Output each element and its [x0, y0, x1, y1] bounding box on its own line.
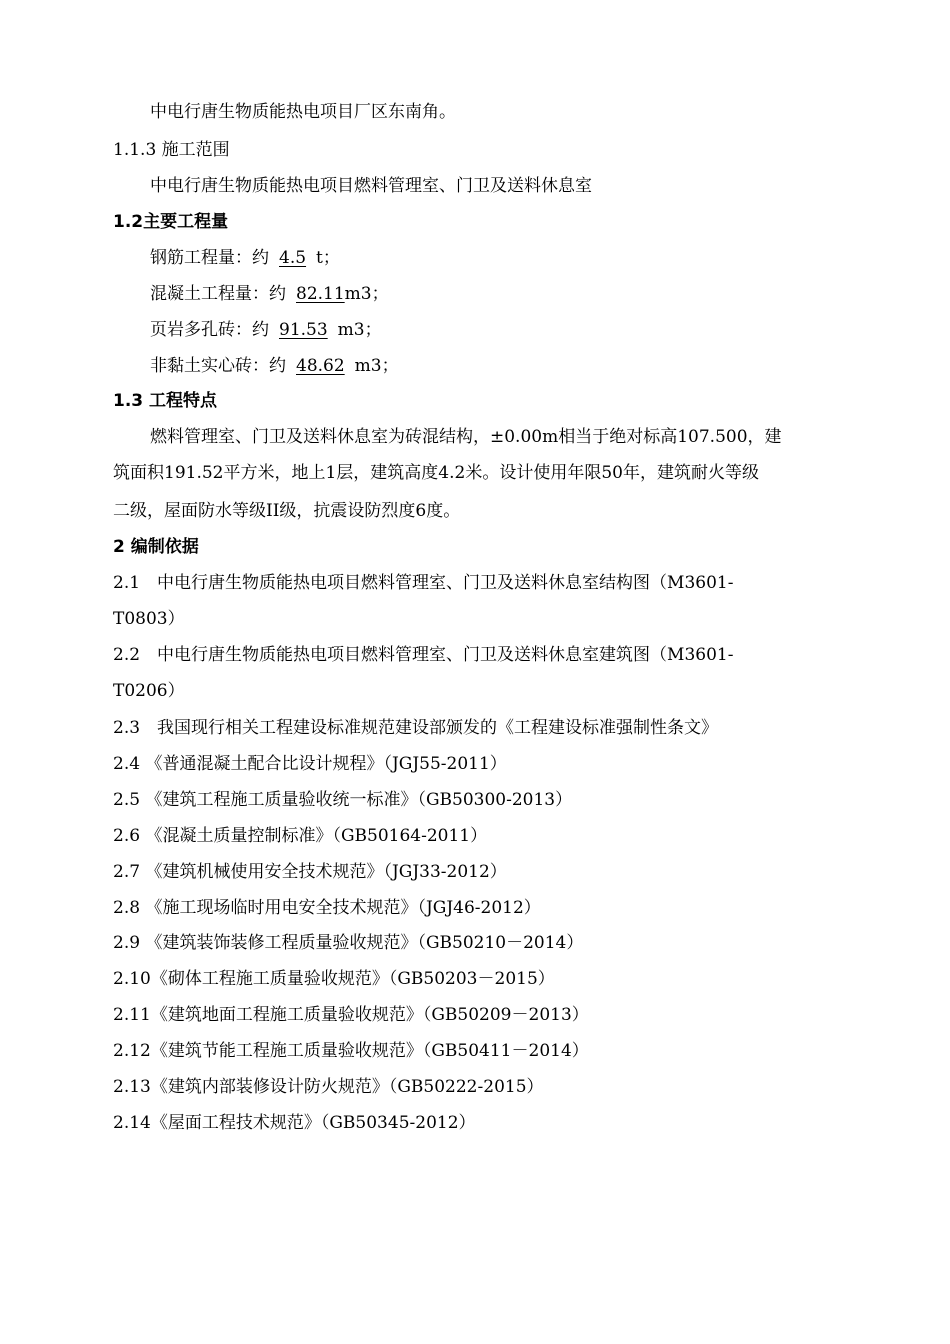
quantity-concrete-unit: m3； [344, 284, 389, 304]
location-text: 中电行唐生物质能热电项目厂区东南角。 [150, 102, 456, 122]
section-2-heading: 2 编制依据 [113, 537, 199, 557]
quantity-rebar [150, 247, 340, 269]
quantity-concrete-value: 82.11 [296, 284, 345, 304]
reference-2-5: 2.5 《建筑工程施工质量验收统一标准》（GB50300-2013） [113, 790, 573, 810]
quantity-rebar-value: 4.5 [279, 248, 307, 268]
quantity-concrete-label: 混凝土工程量：约 [150, 284, 286, 304]
quantity-concrete [150, 283, 389, 305]
quantity-shale-brick [150, 319, 382, 341]
reference-2-1-line-1: 2.1 中电行唐生物质能热电项目燃料管理室、门卫及送料休息室结构图（M3601- [113, 573, 734, 593]
section-1-3-heading: 1.3 工程特点 [113, 391, 218, 411]
quantity-shale-brick-label: 页岩多孔砖：约 [150, 320, 269, 340]
quantity-solid-brick [150, 355, 399, 377]
reference-2-12: 2.12《建筑节能工程施工质量验收规范》（GB50411－2014） [113, 1041, 589, 1061]
construction-scope-text: 中电行唐生物质能热电项目燃料管理室、门卫及送料休息室 [150, 176, 592, 196]
feature-paragraph-line-3: 二级，屋面防水等级II级，抗震设防烈度6度。 [113, 501, 461, 521]
quantity-rebar-label: 钢筋工程量：约 [150, 248, 269, 268]
reference-2-13: 2.13《建筑内部装修设计防火规范》（GB50222-2015） [113, 1077, 544, 1097]
quantity-solid-brick-value: 48.62 [296, 356, 345, 376]
quantity-shale-brick-unit: m3； [337, 320, 382, 340]
section-1-1-3-title: 1.1.3 施工范围 [113, 140, 230, 160]
quantity-solid-brick-unit: m3； [354, 356, 399, 376]
reference-2-6: 2.6 《混凝土质量控制标准》（GB50164-2011） [113, 826, 488, 846]
reference-2-10: 2.10《砌体工程施工质量验收规范》（GB50203－2015） [113, 969, 555, 989]
reference-2-1-line-2: T0803） [113, 609, 185, 629]
reference-2-9: 2.9 《建筑装饰装修工程质量验收规范》（GB50210－2014） [113, 933, 584, 953]
reference-2-7: 2.7 《建筑机械使用安全技术规范》（JGJ33-2012） [113, 862, 507, 882]
quantity-rebar-unit: t； [316, 248, 340, 268]
quantity-shale-brick-value: 91.53 [279, 320, 328, 340]
reference-2-8: 2.8 《施工现场临时用电安全技术规范》（JGJ46-2012） [113, 898, 541, 918]
reference-2-14: 2.14《屋面工程技术规范》（GB50345-2012） [113, 1113, 476, 1133]
reference-2-4: 2.4 《普通混凝土配合比设计规程》（JGJ55-2011） [113, 754, 507, 774]
reference-2-11: 2.11《建筑地面工程施工质量验收规范》（GB50209－2013） [113, 1005, 589, 1025]
reference-2-3: 2.3 我国现行相关工程建设标准规范建设部颁发的《工程建设标准强制性条文》 [113, 718, 719, 738]
reference-2-2-line-1: 2.2 中电行唐生物质能热电项目燃料管理室、门卫及送料休息室建筑图（M3601- [113, 645, 734, 665]
feature-paragraph-line-2: 筑面积191.52平方米，地上1层，建筑高度4.2米。设计使用年限50年，建筑耐火等级 [113, 463, 759, 483]
section-1-2-heading: 1.2主要工程量 [113, 212, 229, 232]
reference-2-2-line-2: T0206） [113, 681, 185, 701]
feature-paragraph-line-1: 燃料管理室、门卫及送料休息室为砖混结构，±0.00m相当于绝对标高107.500，建 [150, 427, 782, 447]
quantity-solid-brick-label: 非黏土实心砖：约 [150, 356, 286, 376]
